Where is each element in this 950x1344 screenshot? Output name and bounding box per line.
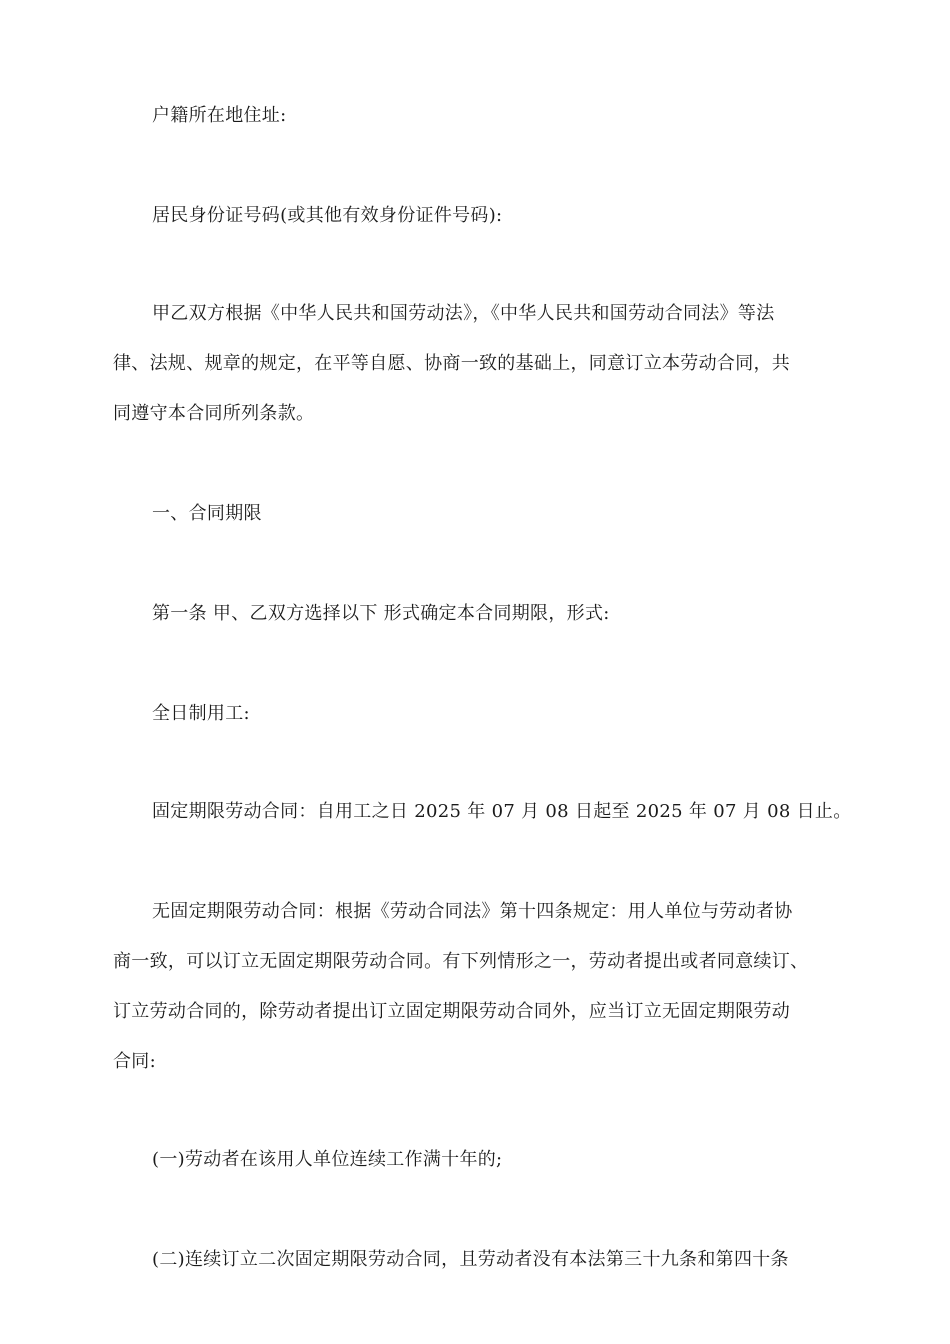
id-number-label: 居民身份证号码(或其他有效身份证件号码): [152, 205, 503, 226]
preamble-line-1: 甲乙双方根据《中华人民共和国劳动法》，《中华人民共和国劳动合同法》等法 [152, 303, 775, 324]
open-ended-line-2: 商一致，可以订立无固定期限劳动合同。有下列情形之一，劳动者提出或者同意续订、 [113, 951, 809, 972]
section-heading-contract-term: 一、合同期限 [152, 503, 262, 524]
list-item-1: (一)劳动者在该用人单位连续工作满十年的; [152, 1149, 503, 1170]
article-1: 第一条 甲、乙双方选择以下 形式确定本合同期限，形式: [152, 603, 610, 624]
household-address-label: 户籍所在地住址: [152, 105, 287, 126]
preamble-line-2: 律、法规、规章的规定，在平等自愿、协商一致的基础上，同意订立本劳动合同，共 [113, 353, 791, 374]
fixed-term-contract: 固定期限劳动合同：自用工之日 2025 年 07 月 08 日起至 2025 年 07 月 08 日止。 [152, 801, 852, 822]
open-ended-line-4: 合同: [113, 1051, 156, 1072]
preamble-line-3: 同遵守本合同所列条款。 [113, 403, 315, 424]
full-time-label: 全日制用工: [152, 703, 250, 724]
list-item-2: (二)连续订立二次固定期限劳动合同，且劳动者没有本法第三十九条和第四十条 [152, 1249, 789, 1270]
open-ended-line-1: 无固定期限劳动合同：根据《劳动合同法》第十四条规定：用人单位与劳动者协 [152, 901, 793, 922]
open-ended-line-3: 订立劳动合同的，除劳动者提出订立固定期限劳动合同外，应当订立无固定期限劳动 [113, 1001, 791, 1022]
